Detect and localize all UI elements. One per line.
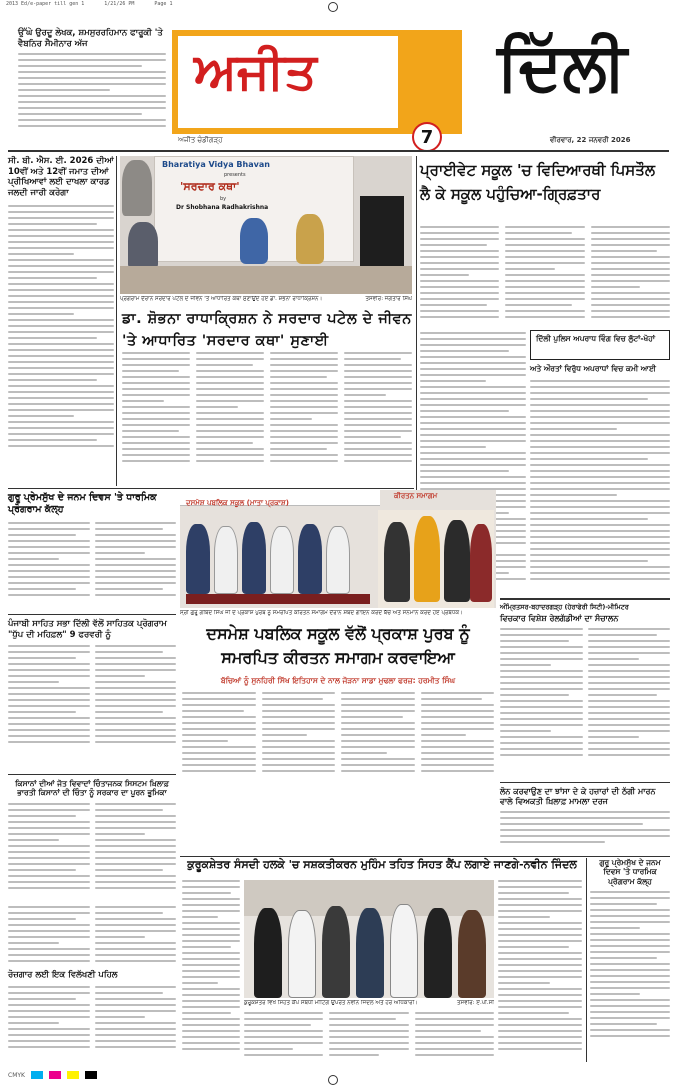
slug-left: 2013 Ed/e-paper till gen 1: [6, 1, 85, 7]
cmyk-label: CMYK: [8, 1071, 25, 1079]
right-bottom-headline: ਗੁਰੂ ਪ੍ਰੇਮਸੁੱਖ ਦੇ ਜਨਮ ਦਿਵਸ 'ਤੇ ਧਾਰਮਿਕ ਪ੍ਰੋਗਰਾਮ ਕੱਲ੍ਹ: [599, 858, 661, 886]
kirtan-subhead: ਬੱਚਿਆਂ ਨੂੰ ਸੁਨਹਿਰੀ ਸਿੱਖ ਇਤਿਹਾਸ ਦੇ ਨਾਲ ਜੋੜਨਾ ਸਾਡਾ ਮੁਢਲਾ ਫਰਜ਼: ਹਰਮੀਤ ਸਿੰਘ: [220, 676, 456, 685]
ear-body: [18, 53, 166, 133]
slug-right: Page 1: [154, 1, 173, 7]
masthead-brand: ਅਜੀਤ: [194, 42, 317, 100]
column-rule: [116, 156, 117, 486]
kirtan-photo-caption: ਸ੍ਰੀ ਗੁਰੂ ਗੋਬਿੰਦ ਸਿੰਘ ਜੀ ਦੇ ਪ੍ਰਕਾਸ਼ ਪੁਰਬ ਨੂੰ ਸਮਰਪਿਤ ਕੀਰਤਨ ਸਮਾਗਮ ਦੌਰਾਨ ਸ਼ਬਦ ਗਾਇਨ ਕਰਦੇ ਬੱਚੇ ਅਤੇ ਸਨਮਾਨ ਕਰਦੇ ਹੋਏ ਪ੍ਰਬੰਧਕ।: [180, 610, 463, 616]
print-slug-bar: [0, 0, 677, 9]
performer-figure: [128, 222, 158, 270]
event-banner-presents: presents: [224, 172, 246, 178]
swatch-icon: [67, 1071, 79, 1079]
guru-story: [8, 492, 176, 612]
loan-headline: ਲੋਨ ਕਰਵਾਉਣ ਦਾ ਝਾਂਸਾ ਦੇ ਕੇ ਹਜ਼ਾਰਾਂ ਦੀ ਠੱਗੀ ਮਾਰਨ ਵਾਲੇ ਵਿਅਕਤੀ ਖ਼ਿਲਾਫ਼ ਮਾਮਲਾ ਦਰਜ: [500, 787, 656, 806]
farmers-headline: ਕਿਸਾਨਾਂ ਦੀਆਂ ਜੋਤ ਵਿਵਾਦਾਂ ਚਿੰਤਾਜਨਕ ਸਿਸਟਮ ਖ਼ਿਲਾਫ਼ ਭਾਰਤੀ ਕਿਸਾਨਾਂ ਦੀ ਚਿੰਤਾ ਨੂੰ ਸਰਕਾਰ ਦਾ ਪੂਰਨ ਭੂਮਿਕਾ: [15, 779, 169, 798]
honour-group: [378, 510, 494, 608]
person-figure: [322, 906, 350, 998]
photo1-caption: ਪ੍ਰੋਗਰਾਮ ਦੌਰਾਨ ਸਰਦਾਰ ਪਟੇਲ ਦੇ ਜੀਵਨ 'ਤੇ ਆਧਾਰਿਤ ਕਥਾ ਸੁਣਾਉਂਦੇ ਹੋਏ ਡਾ. ਸ਼ੋਭਨਾ ਰਾਧਾਕ੍ਰਿਸ਼ਨ।: [120, 296, 323, 302]
ear-headline: ਉੱਘੇ ਉਰਦੂ ਲੇਖਕ, ਸ਼ਮਸੁਰਰਹਿਮਾਨ ਫਾਰੂਕੀ 'ਤੇ ਵੈਬਨਿਰ ਸੈਮੀਨਾਰ ਅੱਜ: [18, 28, 163, 49]
punjabi-headline: ਪੰਜਾਬੀ ਸਾਹਿਤ ਸਭਾ ਦਿੱਲੀ ਵੱਲੋਂ ਸਾਹਿਤਕ ਪ੍ਰੋਗਰਾਮ "ਧੁੱਪ ਦੀ ਮਹਿਫ਼ਲ" 9 ਫਰਵਰੀ ਨੂੰ: [8, 619, 167, 640]
person-figure: [288, 910, 316, 998]
person-figure: [424, 908, 452, 998]
masthead-edition: ਦਿੱਲੀ: [497, 28, 627, 105]
lead-headline: ਪ੍ਰਾਈਵੇਟ ਸਕੂਲ 'ਚ ਵਿਦਿਆਰਥੀ ਪਿਸਤੌਲ ਲੈ ਕੇ ਸਕੂਲ ਪਹੁੰਚਿਆ-ਗ੍ਰਿਫ਼ਤਾਰ: [420, 161, 656, 203]
sardar-body: [122, 352, 412, 470]
sardar-headline: ਡਾ. ਸ਼ੋਭਨਾ ਰਾਧਾਕ੍ਰਿਸ਼ਨ ਨੇ ਸਰਦਾਰ ਪਟੇਲ ਦੇ ਜੀਵਨ 'ਤੇ ਆਧਾਰਿਤ 'ਸਰਦਾਰ ਕਥਾ' ਸੁਣਾਈ: [122, 311, 412, 350]
masthead-sub-left: ਅਜੀਤ ਚੰਡੀਗੜ੍ਹ: [178, 136, 223, 144]
photo3-caption: ਕੁਰੂਕਸ਼ੇਤਰ ਵਿਖੇ ਸਿਹਤ ਕੈਂਪ ਸੰਬੰਧੀ ਮੀਟਿੰਗ ਉਪਰੰਤ ਨਵੀਨ ਜਿੰਦਲ ਅਤੇ ਹੋਰ ਅਧਿਕਾਰੀ।: [244, 1000, 418, 1006]
page-number-badge: [412, 122, 442, 152]
police-subtitle: ਅਤੇ ਔਰਤਾਂ ਵਿਰੁੱਧ ਅਪਰਾਧਾਂ ਵਿਚ ਕਮੀ ਆਈ: [530, 364, 656, 373]
kurukshetra-photo: [244, 880, 494, 998]
cbse-headline: ਸੀ. ਬੀ. ਐਸ. ਈ. 2026 ਦੀਆਂ 10ਵੀਂ ਅਤੇ 12ਵੀਂ ਜਮਾਤ ਦੀਆਂ ਪ੍ਰੀਖਿਆਵਾਂ ਲਈ ਦਾਖਲਾ ਕਾਰਡ ਜਲਦੀ ਜਾਰੀ ਕਰੇਗਾ: [8, 156, 114, 198]
masthead-wedge: [398, 30, 458, 134]
guru-headline: ਗੁਰੂ ਪ੍ਰੇਮਸੁੱਖ ਦੇ ਜਨਮ ਦਿਵਸ 'ਤੇ ਧਾਰਮਿਕ ਪ੍ਰੋਗਰਾਮ ਕੱਲ੍ਹ: [8, 492, 157, 515]
slug-mid: 1/21/26 PM: [104, 1, 135, 7]
section-rule: [8, 488, 414, 489]
photo1-credit: ਤਸਵੀਰ: ਜਗਤਾਰ ਸਿੰਘ: [365, 296, 412, 302]
podium: [360, 196, 404, 266]
footer-colorbar: [8, 1068, 669, 1082]
punjabi-story: [8, 614, 176, 770]
section-rule: [180, 856, 670, 857]
farmers-story: [8, 774, 176, 904]
person-figure: [390, 904, 418, 998]
left-bottom-subhead: ਰੋਜ਼ਗਾਰ ਲਈ ਇਕ ਵਿਲੱਖਣੀ ਪਹਿਲ: [8, 970, 118, 980]
swatch-icon: [85, 1071, 97, 1079]
masthead-date: ਵੀਰਵਾਰ, 22 ਜਨਵਰੀ 2026: [550, 136, 631, 144]
police-body: [530, 380, 670, 590]
loan-story: [500, 782, 670, 854]
person-figure: [254, 908, 282, 998]
page-number: 7: [420, 126, 434, 148]
person-figure: [356, 908, 384, 998]
event-banner-performer: Dr Shobhana Radhakrishna: [176, 204, 269, 211]
kirtan-photo: [180, 490, 496, 608]
left-bottom-block: [8, 906, 176, 1060]
portrait-statue: [122, 160, 152, 216]
stage-floor: [120, 266, 412, 294]
event-banner-show: 'ਸਰਦਾਰ ਕਥਾ': [180, 180, 240, 193]
event-banner-org: Bharatiya Vidya Bhavan: [162, 160, 270, 169]
kirtan-body: [182, 692, 494, 778]
kirtan-banner: [180, 490, 380, 506]
person-figure: [458, 910, 486, 998]
musician-1: [240, 218, 268, 264]
event-photo-caption: [120, 296, 412, 306]
left-story-cbse: [8, 156, 114, 486]
masthead-rule: [8, 150, 669, 152]
police-title: ਦਿੱਲੀ ਪੁਲਿਸ ਅਪਰਾਧ ਵਿੰਗ ਵਿਚ ਲੁੱਟਾਂ-ਖੋਹਾਂ: [536, 334, 655, 343]
cbse-body: [8, 205, 114, 455]
amritsar-title: ਵਿਚਕਾਰ ਵਿਸ਼ੇਸ਼ ਰੇਲਗੱਡੀਆਂ ਦਾ ਸੰਚਾਲਨ: [500, 614, 619, 623]
musician-2: [296, 214, 324, 264]
photo3-credit: ਤਸਵੀਰ: ਏ.ਪੀ.ਸੀ: [457, 1000, 494, 1006]
event-banner-by: by: [220, 196, 227, 202]
kurukshetra-photo-caption: [244, 1000, 494, 1009]
swatch-icon: [49, 1071, 61, 1079]
lead-body: [420, 226, 670, 328]
ear-story: [18, 28, 166, 148]
kurukshetra-body-3: [498, 880, 582, 1058]
swatch-icon: [31, 1071, 43, 1079]
kurukshetra-body: [182, 880, 240, 1058]
amritsar-box: [500, 598, 670, 778]
kirtan-banner-2: ਕੀਰਤਨ ਸਮਾਗਮ: [394, 492, 438, 500]
kurukshetra-body-2: [244, 1012, 494, 1060]
children-group: [186, 516, 370, 606]
kirtan-headline: ਦਸਮੇਸ਼ ਪਬਲਿਕ ਸਕੂਲ ਵੱਲੋਂ ਪ੍ਰਕਾਸ਼ ਪੁਰਬ ਨੂੰ ਸਮਰਪਿਤ ਕੀਰਤਨ ਸਮਾਗਮ ਕਰਵਾਇਆ: [206, 624, 470, 667]
police-box-title: [530, 330, 670, 360]
kurukshetra-headline: ਕੁਰੂਕਸ਼ੇਤਰ ਸੰਸਦੀ ਹਲਕੇ 'ਚ ਸਸ਼ਕਤੀਕਰਨ ਮੁਹਿੰਮ ਤਹਿਤ ਸਿਹਤ ਕੈਂਪ ਲਗਾਏ ਜਾਣਗੇ-ਨਵੀਨ ਜਿੰਦਲ: [187, 858, 577, 871]
registration-mark-icon: [328, 2, 338, 12]
kirtan-banner-1: ਦਸਮੇਸ਼ ਪਬਲਿਕ ਸਕੂਲ (ਮਾਤਾ ਪ੍ਰਕਾਸ਼): [186, 499, 289, 507]
amritsar-kicker: ਅੰਮ੍ਰਿਤਸਰ-ਬਹਾਦਰਗੜ੍ਹ (ਹੇਰਾਫੇਰੀ ਸਿਟੀ)-ਮੀਮਿਟਰ: [500, 603, 629, 611]
event-photo: [120, 156, 412, 294]
column-rule: [586, 858, 587, 1062]
masthead: [172, 28, 668, 148]
right-bottom-story: [590, 858, 670, 1062]
